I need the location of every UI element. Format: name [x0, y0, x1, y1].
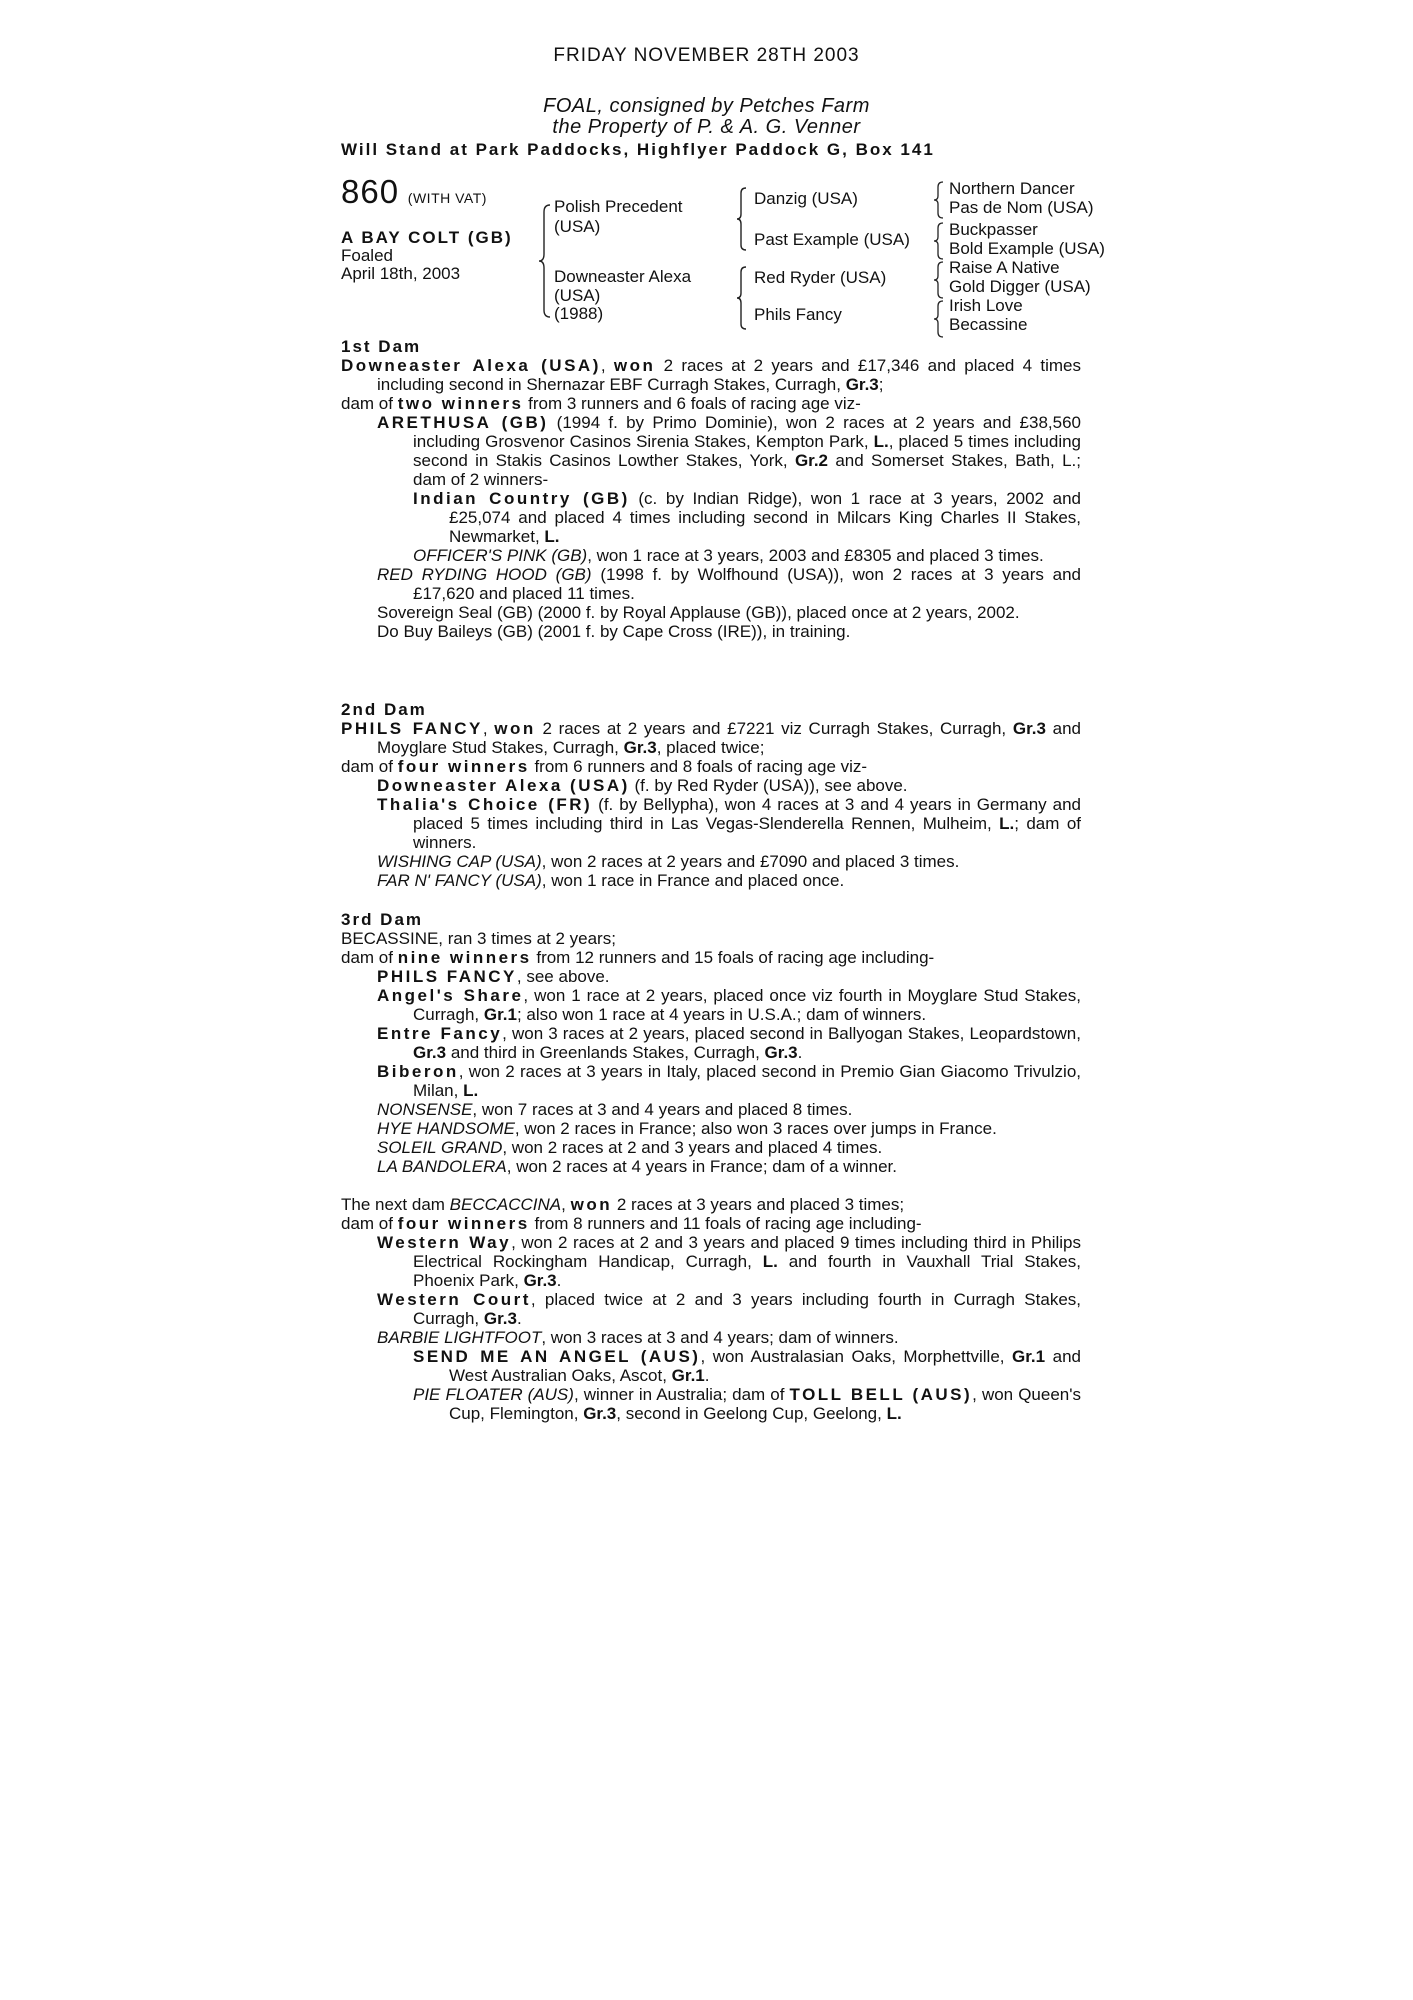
- produce-text: (c. by Indian Ridge), won 1 race at 3 years, 2002 and £25,074 and placed 4 times including second in Milcars King Charles II Stakes, Newmarket,: [449, 489, 1081, 546]
- produce-entry: [341, 1024, 1081, 1062]
- produce-text: and fourth in Vauxhall Trial Stakes, Phoenix Park,: [413, 1252, 1081, 1290]
- produce-name: Thalia's Choice (FR): [377, 795, 593, 814]
- horse-description: A BAY COLT (GB): [341, 228, 513, 247]
- produce-name: PIE FLOATER (AUS): [413, 1385, 574, 1404]
- runners-text: from 6 runners and 8 foals of racing age viz-: [529, 757, 868, 776]
- grade: L.: [762, 1252, 778, 1271]
- produce-text: and third in Greenlands Stakes, Curragh,: [446, 1043, 765, 1062]
- dam-parents-brace: [736, 266, 748, 330]
- winners-count: four winners: [397, 1214, 530, 1233]
- second-dam-record: PHILS FANCY, won 2 races at 2 years and £7221 viz Curragh Stakes, Curragh, Gr.3 and Moyglare Stud Stakes, Curragh, Gr.3, placed twice;: [341, 719, 1081, 757]
- produce-entry: [341, 565, 1081, 603]
- sire-sire: Danzig (USA): [754, 189, 858, 208]
- produce-name: HYE HANDSOME: [377, 1119, 515, 1138]
- consignor-line: FOAL, consigned by Petches Farm: [543, 95, 870, 117]
- dam-of-label: dam of: [341, 757, 398, 776]
- grade: Gr.3: [623, 738, 657, 757]
- record-text: 2 races at 2 years and £17,346 and placed 4 times including second in Shernazar EBF Curragh Stakes, Curragh,: [377, 356, 1081, 394]
- produce-text: , won 2 races at 4 years in France; dam of a winner.: [506, 1157, 897, 1176]
- next-dam-name: BECCACCINA: [449, 1195, 562, 1214]
- third-dam-heading: 3rd Dam: [341, 910, 424, 929]
- produce-name: Western Way: [377, 1233, 512, 1252]
- produce-entry: [341, 795, 1081, 852]
- produce-text: (1994 f. by Primo Dominie), won 2 races at 2 years and £38,560 including Grosvenor Casinos Sirenia Stakes, Kempton Park,: [413, 413, 1081, 451]
- sire-dam: Past Example (USA): [754, 230, 910, 249]
- first-dam-record: Downeaster Alexa (USA), won 2 races at 2 years and £17,346 and placed 4 times including second in Shernazar EBF Curragh Stakes, Curragh, Gr.3;: [341, 356, 1081, 394]
- produce-text: (f. by Bellypha), won 4 races at 3 and 4 years in Germany and placed 5 times including third in Las Vegas-Slenderella Rennen, Mulheim,: [413, 795, 1081, 833]
- produce-entry: [341, 1062, 1081, 1100]
- first-dam-heading: 1st Dam: [341, 337, 422, 356]
- produce-entry: [341, 1328, 1081, 1347]
- produce-text: , won Queen's Cup, Flemington,: [449, 1385, 1081, 1423]
- grade: Gr.2: [794, 451, 829, 470]
- produce-text: , winner in Australia; dam of: [573, 1385, 790, 1404]
- produce-entry: [341, 1290, 1081, 1328]
- second-dam-heading: 2nd Dam: [341, 700, 427, 719]
- grade: Gr.3: [764, 1043, 798, 1062]
- next-dam-record: [341, 1195, 1081, 1214]
- grade: L.: [886, 1404, 902, 1423]
- runners-text: from 3 runners and 6 foals of racing age viz-: [523, 394, 861, 413]
- produce-entry: [341, 871, 1081, 890]
- dam-sire: Red Ryder (USA): [754, 268, 887, 287]
- produce-entry: [341, 986, 1081, 1024]
- produce-name: Entre Fancy: [377, 1024, 503, 1043]
- dam-name: Downeaster Alexa: [554, 267, 692, 286]
- dss-name: Raise A Native: [949, 258, 1060, 277]
- sdd-name: Bold Example (USA): [949, 239, 1105, 258]
- next-dam-produce-summary: [341, 1214, 1081, 1233]
- produce-entry: [341, 967, 1081, 986]
- property-line: the Property of P. & A. G. Venner: [552, 116, 861, 138]
- produce-text: , won 3 races at 2 years, placed second in Ballyogan Stakes, Leopardstown,: [502, 1024, 1081, 1043]
- produce-text: .: [797, 1043, 803, 1062]
- produce-name: OFFICER'S PINK (GB): [413, 546, 588, 565]
- winners-count: nine winners: [397, 948, 532, 967]
- produce-text: , placed twice at 2 and 3 years including fourth in Curragh Stakes, Curragh,: [413, 1290, 1081, 1328]
- produce-name: SOLEIL GRAND: [377, 1138, 503, 1157]
- produce-entry: [341, 1100, 1081, 1119]
- produce-name: ARETHUSA (GB): [377, 413, 549, 432]
- produce-name: LA BANDOLERA: [377, 1157, 507, 1176]
- grade: Gr.3: [1012, 719, 1046, 738]
- third-dam-record: BECASSINE, ran 3 times at 2 years;: [341, 929, 616, 948]
- record-text: 2 races at 2 years and £7221 viz Curragh Stakes, Curragh,: [535, 719, 1013, 738]
- runners-text: from 12 runners and 15 foals of racing age including-: [531, 948, 935, 967]
- grade: Gr.3: [483, 1309, 517, 1328]
- dam-dam: Phils Fancy: [754, 305, 842, 324]
- dd-brace: [933, 300, 945, 338]
- produce-text: , won 1 race at 2 years, placed once viz fourth in Moyglare Stud Stakes, Curragh,: [413, 986, 1081, 1024]
- produce-text: .: [516, 1309, 522, 1328]
- stand-location: Will Stand at Park Paddocks, Highflyer Paddock G, Box 141: [341, 140, 935, 159]
- winners-count: four winners: [397, 757, 530, 776]
- dam-year: (1988): [554, 304, 604, 323]
- first-dam-produce-summary: [341, 394, 1081, 413]
- grade: Gr.3: [413, 1043, 447, 1062]
- produce-text: , won Australasian Oaks, Morphettville,: [700, 1347, 1013, 1366]
- grandproduce-entry: [341, 1385, 1081, 1423]
- sd-brace: [933, 222, 945, 260]
- produce-name: BARBIE LIGHTFOOT: [377, 1328, 542, 1347]
- record-end: ;: [878, 375, 884, 394]
- produce-text: , placed 5 times including second in Stakis Casinos Lowther Stakes, York,: [413, 432, 1082, 470]
- sds-name: Buckpasser: [949, 220, 1038, 239]
- produce-entry: [341, 1157, 1081, 1176]
- produce-entry: [341, 852, 1081, 871]
- produce-text: , won 2 races at 2 and 3 years and placed 4 times.: [502, 1138, 883, 1157]
- second-dam-section: [341, 700, 1081, 890]
- dam-country: (USA): [554, 286, 601, 305]
- won-label: won: [613, 356, 656, 375]
- produce-entry: [341, 413, 1081, 489]
- grandproduce-entry: [341, 1347, 1081, 1385]
- produce-text: (1998 f. by Wolfhound (USA)), won 2 races at 3 years and £17,620 and placed 11 times.: [413, 565, 1081, 603]
- winners-count: two winners: [397, 394, 524, 413]
- third-dam-produce-summary: [341, 948, 1081, 967]
- intro-text: The next dam: [341, 1195, 450, 1214]
- produce-text: , won 2 races at 2 and 3 years and placed 9 times including third in Philips Electrical Rockingham Handicap, Curragh,: [413, 1233, 1081, 1271]
- grade: Gr.1: [1012, 1347, 1046, 1366]
- record-text: and Moyglare Stud Stakes, Curragh,: [377, 719, 1081, 757]
- first-dam-name: Downeaster Alexa (USA): [341, 356, 601, 375]
- sale-date: FRIDAY NOVEMBER 28TH 2003: [553, 45, 860, 66]
- produce-text: ; also won 1 race at 4 years in U.S.A.; dam of winners.: [516, 1005, 927, 1024]
- produce-entry: [341, 1233, 1081, 1290]
- grade: L.: [999, 814, 1015, 833]
- grade: Gr.1: [671, 1366, 705, 1385]
- record-text: 2 races at 3 years and placed 3 times;: [612, 1195, 905, 1214]
- dsd-name: Gold Digger (USA): [949, 277, 1091, 296]
- vat-note: (WITH VAT): [407, 190, 487, 206]
- produce-text: , won 2 races at 2 years and £7090 and placed 3 times.: [541, 852, 960, 871]
- produce-entry: Do Buy Baileys (GB) (2001 f. by Cape Cross (IRE)), in training.: [377, 622, 851, 641]
- sire-name: Polish Precedent: [554, 197, 683, 216]
- grade: L.: [873, 432, 889, 451]
- produce-name: PHILS FANCY: [377, 967, 517, 986]
- produce-name: FAR N' FANCY (USA): [377, 871, 542, 890]
- produce-name: Indian Country (GB): [413, 489, 630, 508]
- produce-text: (f. by Red Ryder (USA)), see above.: [629, 776, 908, 795]
- runners-text: from 8 runners and 11 foals of racing age including-: [529, 1214, 922, 1233]
- produce-entry: [341, 776, 1081, 795]
- sss-name: Northern Dancer: [949, 179, 1075, 198]
- produce-name: SEND ME AN ANGEL (AUS): [413, 1347, 701, 1366]
- record-text: , placed twice;: [656, 738, 765, 757]
- produce-text: and Somerset Stakes, Bath, L.; dam of 2 winners-: [413, 451, 1081, 489]
- separator: ,: [561, 1195, 571, 1214]
- grade: Gr.1: [483, 1005, 517, 1024]
- grade: L.: [544, 527, 560, 546]
- next-dam-section: [341, 1195, 1081, 1423]
- produce-text: .: [556, 1271, 562, 1290]
- produce-name: Biberon: [377, 1062, 459, 1081]
- produce-text: , won 2 races in France; also won 3 races over jumps in France.: [514, 1119, 997, 1138]
- ssd-name: Pas de Nom (USA): [949, 198, 1094, 217]
- produce-name: Western Court: [377, 1290, 531, 1309]
- foaled-date: April 18th, 2003: [341, 264, 461, 283]
- produce-text: , second in Geelong Cup, Geelong,: [616, 1404, 887, 1423]
- consignor-block: [0, 96, 1413, 138]
- lot-description: [341, 229, 513, 283]
- produce-name: Downeaster Alexa (USA): [377, 776, 630, 795]
- produce-entry: [341, 1119, 1081, 1138]
- produce-text: .: [704, 1366, 710, 1385]
- first-dam-section: [341, 337, 1081, 641]
- produce-name: TOLL BELL (AUS): [789, 1385, 973, 1404]
- ds-brace: [933, 261, 945, 299]
- produce-text: , won 2 races at 3 years in Italy, placed second in Premio Gian Giacomo Trivulzio, Milan,: [413, 1062, 1081, 1100]
- produce-text: , won 1 race at 3 years, 2003 and £8305 and placed 3 times.: [587, 546, 1044, 565]
- foaled-label: Foaled: [341, 246, 393, 265]
- dds-name: Irish Love: [949, 296, 1023, 315]
- grade: L.: [463, 1081, 479, 1100]
- won-label: won: [570, 1195, 613, 1214]
- dam-of-label: dam of: [341, 1214, 398, 1233]
- third-dam-section: [341, 910, 1081, 1176]
- produce-name: NONSENSE: [377, 1100, 473, 1119]
- dam-of-label: dam of: [341, 948, 398, 967]
- grade: Gr.3: [583, 1404, 617, 1423]
- second-dam-name: PHILS FANCY: [341, 719, 483, 738]
- produce-entry: [341, 1138, 1081, 1157]
- ddd-name: Becassine: [949, 315, 1028, 334]
- lot-number-block: [341, 173, 487, 210]
- sire-dam-brace: [538, 204, 552, 318]
- grandproduce-entry: [341, 489, 1081, 546]
- produce-text: , won 7 races at 3 and 4 years and placed 8 times.: [472, 1100, 853, 1119]
- produce-name: Angel's Share: [377, 986, 524, 1005]
- won-label: won: [494, 719, 536, 738]
- sire-parents-brace: [736, 187, 748, 251]
- grade: Gr.3: [523, 1271, 557, 1290]
- dam-of-label: dam of: [341, 394, 398, 413]
- second-dam-produce-summary: [341, 757, 1081, 776]
- produce-text: and West Australian Oaks, Ascot,: [449, 1347, 1081, 1385]
- grandproduce-entry: [341, 546, 1081, 565]
- lot-number: 860: [341, 173, 400, 210]
- ss-brace: [933, 181, 945, 219]
- grade: Gr.3: [845, 375, 879, 394]
- produce-name: RED RYDING HOOD (GB): [377, 565, 592, 584]
- produce-text: , won 3 races at 3 and 4 years; dam of winners.: [541, 1328, 899, 1347]
- produce-entry: Sovereign Seal (GB) (2000 f. by Royal Applause (GB)), placed once at 2 years, 2002.: [377, 603, 1020, 622]
- produce-text: , won 1 race in France and placed once.: [541, 871, 845, 890]
- produce-name: WISHING CAP (USA): [377, 852, 542, 871]
- produce-text: ; dam of winners.: [413, 814, 1081, 852]
- produce-text: , see above.: [516, 967, 610, 986]
- sire-country: (USA): [554, 217, 601, 236]
